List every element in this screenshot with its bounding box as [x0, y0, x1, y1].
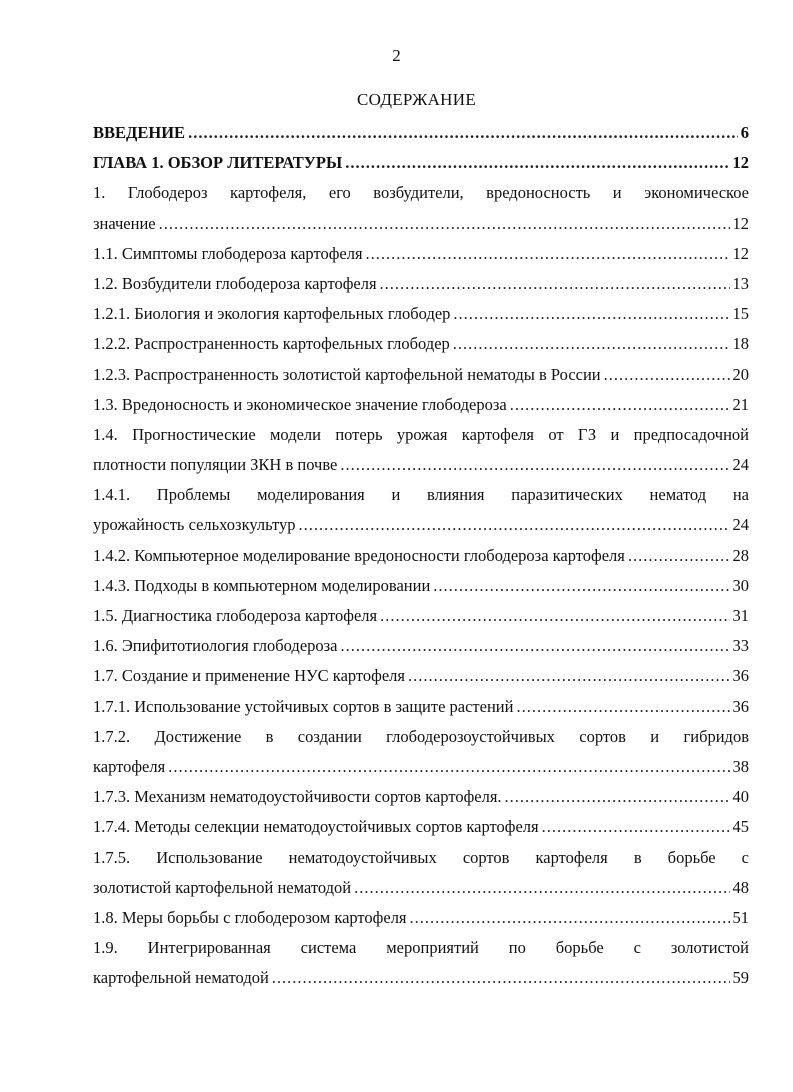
toc-entry-row	[93, 782, 749, 812]
toc-entry-line: 1.4. Прогностические модели потерь урожая картофеля от ГЗ и предпосадочной	[93, 424, 749, 444]
dot-leader	[604, 360, 730, 390]
toc-entry-page-number: 6	[740, 123, 749, 142]
toc-entry-page-number: 33	[732, 636, 749, 656]
toc-entry-row	[93, 692, 749, 722]
toc-entry-row	[93, 239, 749, 269]
toc-entry	[93, 601, 749, 631]
dot-leader	[366, 239, 730, 269]
toc-entry-row	[93, 541, 749, 571]
toc-entry-page-number: 18	[732, 334, 749, 354]
toc-entry-row	[93, 812, 749, 842]
toc-entry	[93, 843, 749, 903]
toc-entry-row	[93, 571, 749, 601]
dot-leader	[168, 752, 729, 782]
toc-entry-row	[93, 510, 749, 540]
toc-entry	[93, 812, 749, 842]
toc-entry-row	[93, 963, 749, 993]
dot-leader	[340, 450, 729, 480]
toc-entry	[93, 661, 749, 691]
toc-entry-row	[93, 360, 749, 390]
toc-entry-page-number: 12	[732, 153, 749, 173]
toc-entry	[93, 118, 749, 148]
toc-entry-row	[93, 661, 749, 691]
toc-entry-row	[93, 752, 749, 782]
toc-entry-row	[93, 329, 749, 359]
toc-entry-page-number: 24	[732, 515, 749, 535]
dot-leader	[505, 782, 730, 812]
toc-entry-page-number: 28	[732, 545, 749, 565]
toc-entry-page-number: 40	[732, 787, 749, 807]
dot-leader	[159, 209, 730, 239]
toc-entry-title: 1.4.2. Компьютерное моделирование вредоносности глободероза картофеля	[93, 545, 625, 565]
toc-entry-title: 1.7.3. Механизм нематодоустойчивости сортов картофеля.	[93, 787, 502, 807]
toc-entry	[93, 420, 749, 480]
dot-leader	[345, 148, 729, 178]
toc-entry-row	[93, 269, 749, 299]
toc-entry-title: 1.2.1. Биология и экология картофельных глободер	[93, 304, 451, 324]
toc-entry-title: 1.7.1. Использование устойчивых сортов в защите растений	[93, 696, 514, 716]
toc-entry	[93, 360, 749, 390]
toc-entry	[93, 480, 749, 540]
toc-entry-row	[93, 148, 749, 178]
toc-entry-line: 1. Глободероз картофеля, его возбудители, вредоносность и экономическое	[93, 183, 749, 203]
toc-entry-title: 1.8. Меры борьбы с глободерозом картофеля	[93, 907, 407, 927]
toc-entry-page-number: 31	[732, 606, 749, 625]
dot-leader	[299, 510, 730, 540]
toc-entry-title: золотистой картофельной нематодой	[93, 877, 352, 897]
toc-entry-row	[93, 873, 749, 903]
toc-entry-page-number: 12	[732, 243, 749, 263]
toc-entry-line: 1.7.5. Использование нематодоустойчивых сортов картофеля в борьбе с	[93, 847, 749, 867]
toc-entry	[93, 329, 749, 359]
toc-entry-page-number: 20	[732, 364, 749, 384]
toc-entry-page-number: 13	[732, 273, 749, 293]
dot-leader	[433, 571, 729, 601]
toc-entry-page-number: 36	[732, 696, 749, 716]
toc-entry-title: 1.7. Создание и применение НУС картофеля	[93, 666, 406, 686]
toc-entry	[93, 933, 749, 993]
dot-leader	[453, 299, 729, 329]
dot-leader	[453, 329, 730, 359]
toc-entry-title: значение	[93, 213, 156, 233]
toc-entry-row	[93, 631, 749, 661]
toc-entry-line: 1.9. Интегрированная система мероприятий по борьбе с золотистой	[93, 938, 749, 958]
toc-entry-title: 1.6. Эпифитотиология глободероза	[93, 636, 338, 656]
toc-entry-row	[93, 601, 749, 631]
toc-entry	[93, 390, 749, 420]
toc-entry-page-number: 51	[732, 907, 749, 927]
toc-entry-title: 1.2. Возбудители глободероза картофеля	[93, 273, 377, 293]
dot-leader	[380, 601, 729, 631]
dot-leader	[410, 903, 730, 933]
dot-leader	[408, 661, 729, 691]
toc-entry-page-number: 24	[732, 455, 749, 475]
toc-entry-title: картофеля	[93, 756, 166, 776]
toc-entry	[93, 903, 749, 933]
dot-leader	[380, 269, 730, 299]
dot-leader	[542, 812, 730, 842]
toc-entry-title: 1.4.3. Подходы в компьютерном моделировании	[93, 575, 431, 595]
toc-entry-title: 1.1. Симптомы глободероза картофеля	[93, 243, 363, 263]
toc-entry-title: ГЛАВА 1. ОБЗОР ЛИТЕРАТУРЫ	[93, 153, 343, 173]
toc-entry-title: 1.2.2. Распространенность картофельных глободер	[93, 334, 450, 354]
toc-entry-row	[93, 118, 749, 148]
toc-entry	[93, 239, 749, 269]
toc-entry	[93, 631, 749, 661]
toc-entry	[93, 692, 749, 722]
toc-entry-line: 1.4.1. Проблемы моделирования и влияния паразитических нематод на	[93, 485, 749, 505]
toc-entry-page-number: 45	[732, 817, 749, 837]
toc-entry-title: ВВЕДЕНИЕ	[93, 123, 186, 142]
toc-entry-row	[93, 903, 749, 933]
toc-entry-page-number: 38	[732, 756, 749, 776]
toc-entry-page-number: 30	[732, 575, 749, 595]
toc-entry	[93, 269, 749, 299]
dot-leader	[188, 118, 738, 148]
toc-entry	[93, 178, 749, 238]
toc-entry	[93, 541, 749, 571]
toc-entry-title: 1.7.4. Методы селекции нематодоустойчивых сортов картофеля	[93, 817, 539, 837]
toc-entry-title: картофельной нематодой	[93, 968, 269, 988]
table-of-contents	[93, 118, 749, 993]
toc-entry	[93, 722, 749, 782]
dot-leader	[341, 631, 730, 661]
dot-leader	[510, 390, 730, 420]
toc-entry	[93, 148, 749, 178]
toc-entry-row	[93, 299, 749, 329]
toc-entry-line: 1.7.2. Достижение в создании глободерозоустойчивых сортов и гибридов	[93, 726, 749, 746]
toc-entry-title: 1.3. Вредоносность и экономическое значение глободероза	[93, 394, 507, 414]
toc-entry-title: плотности популяции ЗКН в почве	[93, 455, 338, 475]
toc-entry	[93, 571, 749, 601]
toc-title: СОДЕРЖАНИЕ	[356, 90, 477, 109]
dot-leader	[272, 963, 730, 993]
page-number: 2	[392, 46, 401, 65]
dot-leader	[354, 873, 729, 903]
toc-entry	[93, 782, 749, 812]
toc-entry-page-number: 36	[732, 666, 749, 686]
toc-entry-row	[93, 209, 749, 239]
toc-entry-row	[93, 390, 749, 420]
toc-entry	[93, 299, 749, 329]
toc-entry-page-number: 12	[732, 213, 749, 233]
toc-entry-title: урожайность сельхозкультур	[93, 515, 296, 535]
dot-leader	[628, 541, 730, 571]
toc-entry-title: 1.2.3. Распространенность золотистой картофельной нематоды в России	[93, 364, 601, 384]
toc-entry-page-number: 15	[732, 304, 749, 324]
toc-entry-page-number: 48	[732, 877, 749, 897]
dot-leader	[516, 692, 729, 722]
toc-entry-page-number: 59	[732, 968, 749, 988]
toc-entry-row	[93, 450, 749, 480]
toc-entry-page-number: 21	[732, 394, 749, 414]
toc-entry-title: 1.5. Диагностика глободероза картофеля	[93, 606, 378, 625]
